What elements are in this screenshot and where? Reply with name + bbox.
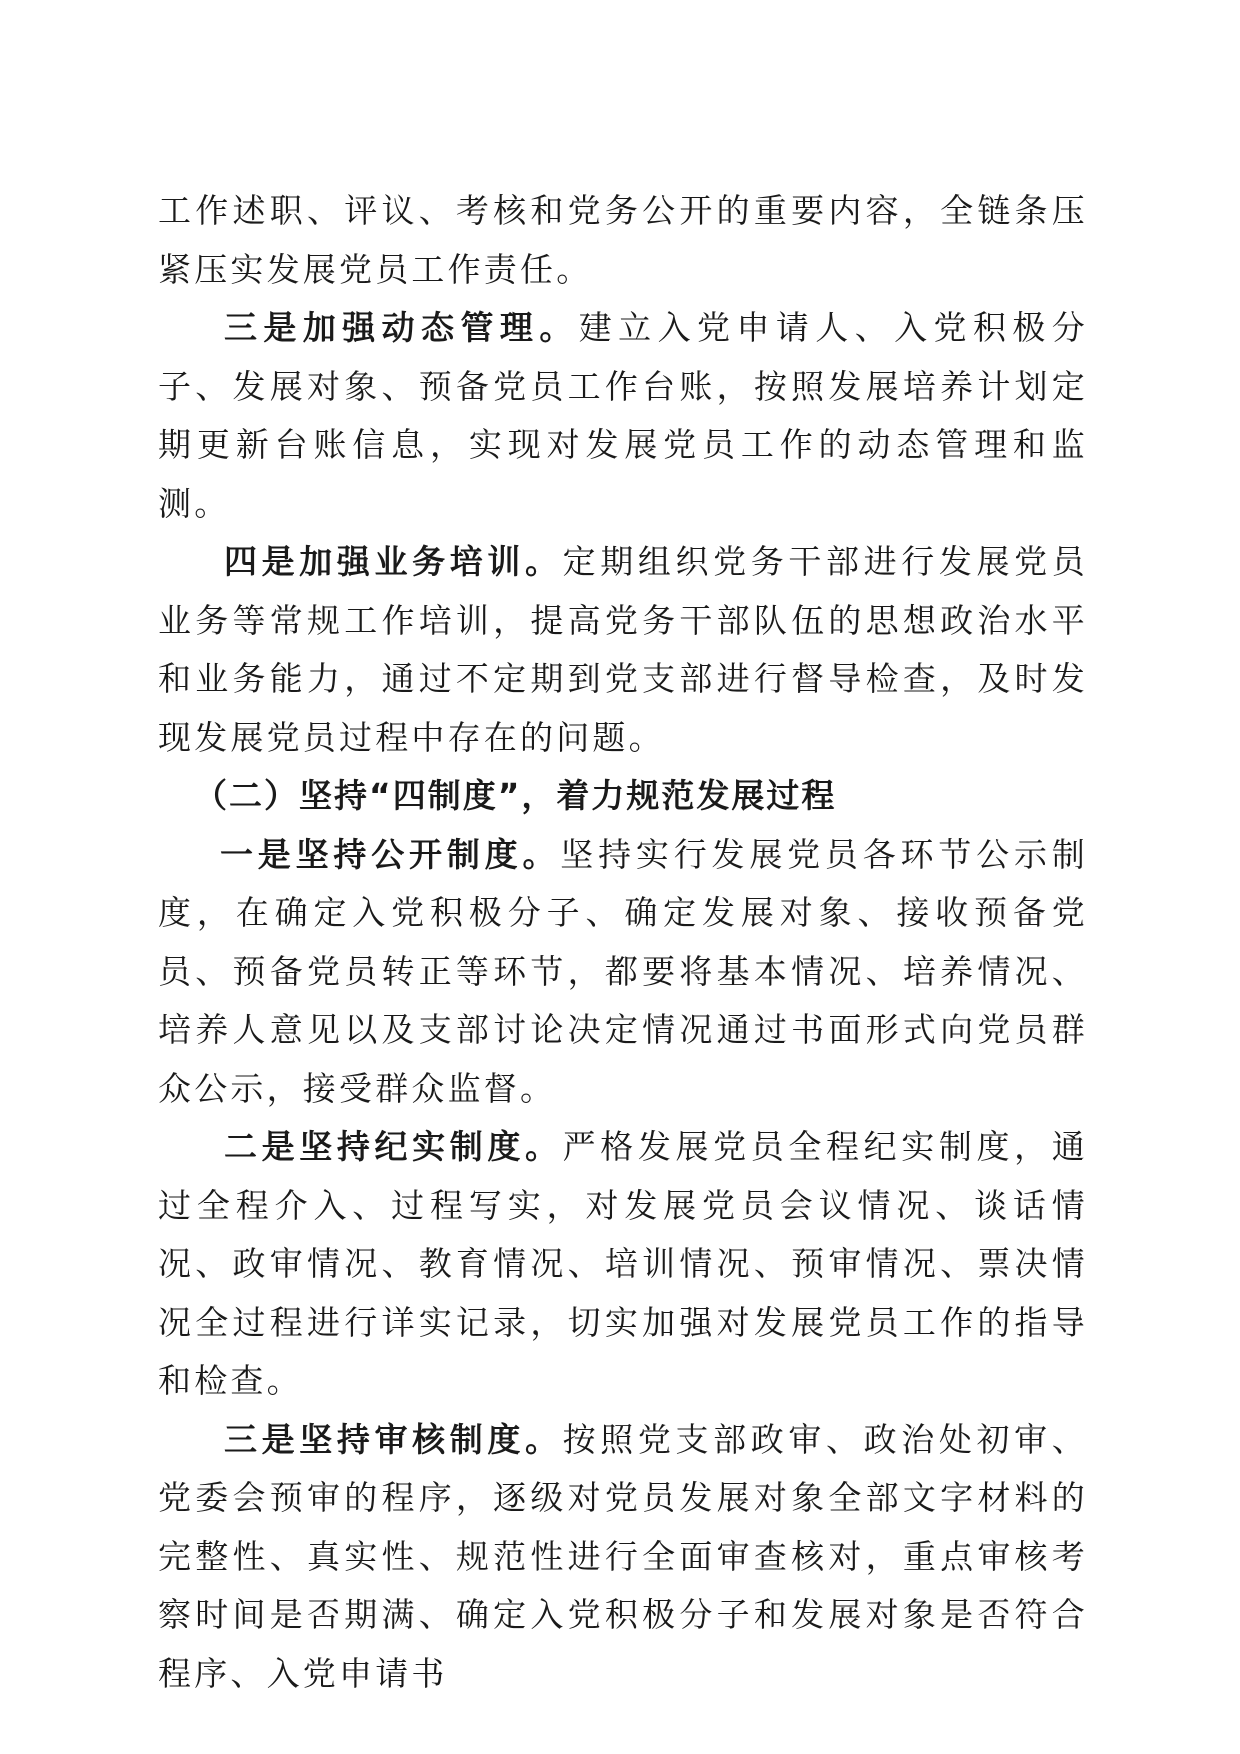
paragraph-lead: 三是坚持审核制度。 <box>224 1419 563 1459</box>
section-heading-text: （二）坚持“四制度”，着力规范发展过程 <box>194 776 837 815</box>
paragraph-business-training <box>158 533 1088 767</box>
paragraph-text: 严格发展党员全程纪实制度，通过全程介入、过程写实，对发展党员会议情况、谈话情况、政审情况、教育情况、培训情况、预审情况、票决情况全过程进行详实记录，切实加强对发展党员工作的指导和检查。 <box>158 1127 1088 1400</box>
paragraph-text: 按照党支部政审、政治处初审、党委会预审的程序，逐级对党员发展对象全部文字材料的完整性、真实性、规范性进行全面审查核对，重点审核考察时间是否期满、确定入党积极分子和发展对象是否符合程序、入党申请书 <box>158 1419 1088 1693</box>
paragraph-lead: 四是加强业务培训。 <box>224 542 563 581</box>
paragraph-continuation <box>158 182 1088 299</box>
paragraph-lead: 一是坚持公开制度。 <box>220 834 561 874</box>
paragraph-text: 定期组织党务干部进行发展党员业务等常规工作培训，提高党务干部队伍的思想政治水平和业务能力，通过不定期到党支部进行督导检查，及时发现发展党员过程中存在的问题。 <box>158 542 1088 757</box>
paragraph-openness-system <box>158 826 1088 1119</box>
paragraph-lead: 二是坚持纪实制度。 <box>224 1127 563 1166</box>
paragraph-record-system <box>158 1118 1088 1411</box>
paragraph-text: 工作述职、评议、考核和党务公开的重要内容，全链条压紧压实发展党员工作责任。 <box>158 191 1088 289</box>
paragraph-text: 建立入党申请人、入党积极分子、发展对象、预备党员工作台账，按照发展培养计划定期更新台账信息，实现对发展党员工作的动态管理和监测。 <box>158 308 1088 523</box>
paragraph-review-system <box>158 1411 1088 1704</box>
paragraph-lead: 三是加强动态管理。 <box>224 308 579 347</box>
paragraph-dynamic-management <box>158 299 1088 533</box>
document-body <box>158 182 1088 1703</box>
section-heading <box>158 767 1088 826</box>
paragraph-text: 坚持实行发展党员各环节公示制度，在确定入党积极分子、确定发展对象、接收预备党员、预备党员转正等环节，都要将基本情况、培养情况、培养人意见以及支部讨论决定情况通过书面形式向党员群众公示，接受群众监督。 <box>158 834 1088 1108</box>
